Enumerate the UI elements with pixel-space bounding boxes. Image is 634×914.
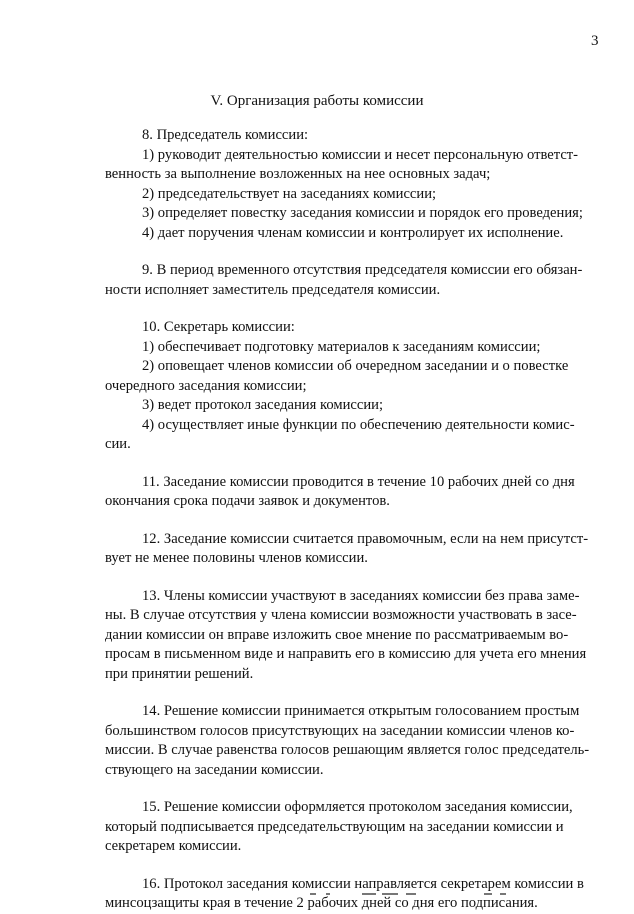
text-line: 3) определяет повестку заседания комиссии и порядок его проведения; — [142, 205, 583, 221]
text-line: 16. Протокол заседания комиссии направляется секретарем комиссии в — [142, 875, 584, 892]
section-title: V. Организация работы комиссии — [210, 93, 424, 109]
text-line: большинством голосов присутствующих на заседании комиссии членов ко- — [105, 722, 575, 739]
page-number: 3 — [591, 33, 599, 49]
paragraph-12 — [105, 530, 599, 569]
paragraph-11 — [105, 473, 599, 512]
paragraph-9 — [105, 261, 599, 300]
text-line: ствующего на заседании комиссии. — [105, 761, 324, 778]
text-line: 1) обеспечивает подготовку материалов к заседаниям комиссии; — [142, 338, 541, 355]
text-line: 10. Секретарь комиссии: — [142, 319, 295, 335]
paragraph-15 — [105, 798, 599, 857]
text-line: дании комиссии он вправе изложить свое мнение по рассматриваемым во- — [105, 626, 569, 643]
text-line: окончания срока подачи заявок и документов. — [105, 493, 390, 509]
text-line: сии. — [105, 436, 131, 452]
text-line: 9. В период временного отсутствия председателя комиссии его обязан- — [142, 262, 583, 278]
text-line: 12. Заседание комиссии считается правомочным, если на нем присутст- — [142, 530, 589, 547]
scan-artifact-marks — [300, 893, 520, 897]
text-line: ности исполняет заместитель председателя комиссии. — [105, 281, 441, 298]
document-body — [105, 126, 599, 914]
text-line: ны. В случае отсутствия у члена комиссии возможности участвовать в засе- — [105, 607, 577, 623]
text-line: 2) оповещает членов комиссии об очередном заседании и о повестке — [142, 358, 569, 374]
text-line: 4) дает поручения членам комиссии и контролирует их исполнение. — [142, 224, 564, 241]
text-line: 2) председательствует на заседаниях комиссии; — [142, 185, 437, 202]
text-line: 3) ведет протокол заседания комиссии; — [142, 397, 384, 413]
text-line: просам в письменном виде и направить его в комиссию для учета его мнения — [105, 646, 587, 662]
text-line: 15. Решение комиссии оформляется протоколом заседания комиссии, — [142, 799, 573, 815]
text-line: 14. Решение комиссии принимается открытым голосованием простым — [142, 703, 580, 719]
text-line: секретарем комиссии. — [105, 838, 242, 854]
text-line: 8. Председатель комиссии: — [142, 127, 309, 143]
paragraph-10 — [105, 318, 599, 455]
text-line: при принятии решений. — [105, 665, 254, 682]
text-line: вует не менее половины членов комиссии. — [105, 550, 368, 566]
paragraph-14 — [105, 702, 599, 780]
text-line: который подписывается председательствующим на заседании комиссии и — [105, 818, 564, 835]
text-line: очередного заседания комиссии; — [105, 377, 307, 394]
text-line: миссии. В случае равенства голосов решающим является голос председатель- — [105, 742, 590, 758]
text-line: минсоцзащиты края в течение 2 рабочих дней со дня его подписания. — [105, 895, 538, 911]
text-line: 4) осуществляет иные функции по обеспечению деятельности комис- — [142, 416, 575, 433]
paragraph-8 — [105, 126, 599, 243]
text-line: 11. Заседание комиссии проводится в течение 10 рабочих дней со дня — [142, 473, 575, 490]
text-line: 1) руководит деятельностью комиссии и несет персональную ответст- — [142, 146, 579, 163]
paragraph-13 — [105, 587, 599, 685]
text-line: венность за выполнение возложенных на нее основных задач; — [105, 166, 491, 182]
text-line: 13. Члены комиссии участвуют в заседаниях комиссии без права заме- — [142, 587, 580, 604]
